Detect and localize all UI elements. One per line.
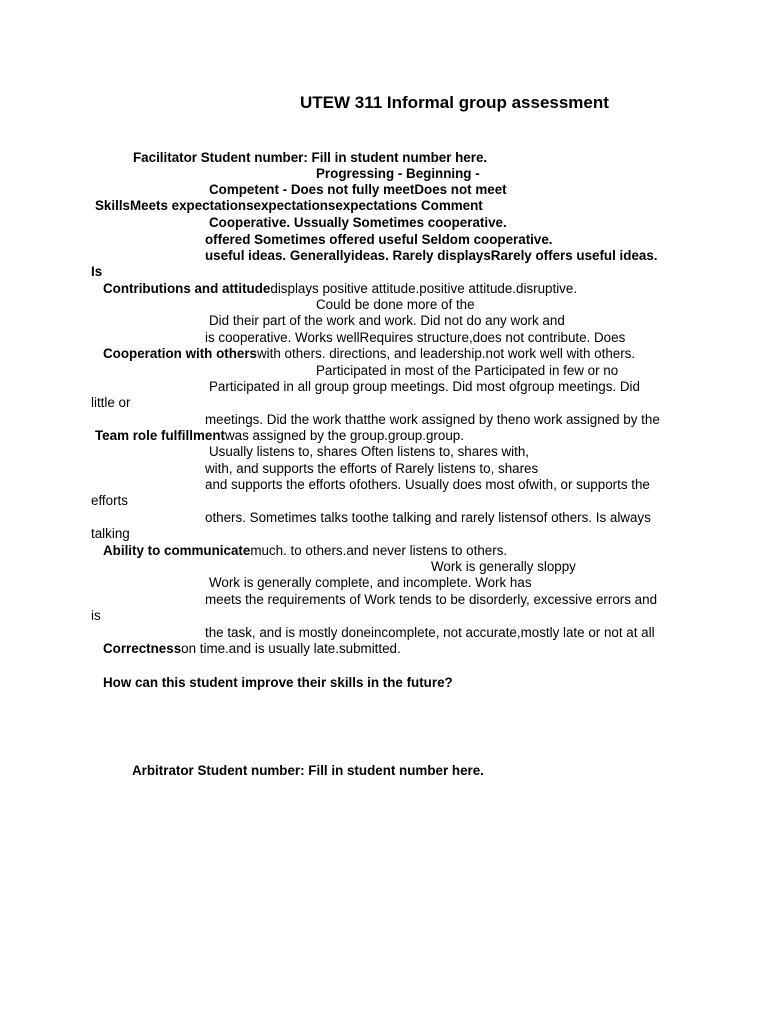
- header-offered: offered Sometimes offered useful Seldom cooperative.: [205, 232, 553, 247]
- row-text-communicate: much. to others.and never listens to others.: [250, 543, 508, 558]
- row-label-communicate: Ability to communicate: [103, 543, 251, 558]
- row-label-contributions: Contributions and attitude: [103, 281, 271, 296]
- document-title: UTEW 311 Informal group assessment: [300, 93, 609, 112]
- row-contributions: [103, 281, 577, 297]
- text-line: Did their part of the work and work. Did not do any work and: [209, 313, 565, 328]
- header-is: Is: [91, 264, 103, 279]
- row-communicate: [103, 543, 507, 559]
- row-label-correctness: Correctness: [103, 641, 182, 656]
- improvement-question: How can this student improve their skills in the future?: [103, 675, 453, 690]
- text-line: Work is generally complete, and incomplete. Work has: [209, 575, 532, 590]
- text-line: Participated in all group group meetings. Did most ofgroup meetings. Did: [209, 379, 640, 394]
- text-line: the task, and is mostly doneincomplete, not accurate,mostly late or not at all: [205, 625, 655, 640]
- row-label-cooperation: Cooperation with others: [103, 346, 257, 361]
- text-line: others. Sometimes talks toothe talking and rarely listensof others. Is always: [205, 510, 651, 525]
- header-useful-ideas: useful ideas. Generallyideas. Rarely displaysRarely offers useful ideas.: [205, 248, 658, 263]
- text-line: Usually listens to, shares Often listens to, shares with,: [209, 444, 530, 459]
- row-label-team-role: Team role fulfillment: [95, 428, 225, 443]
- facilitator-line: Facilitator Student number: Fill in student number here.: [133, 150, 488, 165]
- text-line: is: [91, 608, 101, 623]
- text-line: Participated in most of the Participated in few or no: [316, 363, 619, 378]
- arbitrator-line: Arbitrator Student number: Fill in student number here.: [132, 763, 484, 778]
- text-line: Could be done more of the: [316, 297, 475, 312]
- row-text-contributions: displays positive attitude.positive attitude.disruptive.: [270, 281, 578, 296]
- header-competent: Competent - Does not fully meetDoes not meet: [209, 182, 507, 197]
- text-line: meetings. Did the work thatthe work assigned by theno work assigned by the: [205, 412, 660, 427]
- text-line: with, and supports the efforts of Rarely listens to, shares: [205, 461, 539, 476]
- text-line: efforts: [91, 493, 128, 508]
- text-line: meets the requirements of Work tends to be disorderly, excessive errors and: [205, 592, 658, 607]
- text-line: talking: [91, 526, 130, 541]
- row-cooperation: [103, 346, 635, 362]
- text-line: Work is generally sloppy: [431, 559, 576, 574]
- row-text-cooperation: with others. directions, and leadership.not work well with others.: [257, 346, 636, 361]
- header-progressing: Progressing - Beginning -: [316, 166, 480, 181]
- row-text-correctness: on time.and is usually late.submitted.: [181, 641, 401, 656]
- header-skills: SkillsMeets expectationsexpectationsexpectations Comment: [95, 198, 483, 213]
- header-cooperative: Cooperative. Ussually Sometimes cooperative.: [209, 215, 507, 230]
- text-line: and supports the efforts ofothers. Usually does most ofwith, or supports the: [205, 477, 650, 492]
- text-line: little or: [91, 395, 131, 410]
- row-team-role: [95, 428, 464, 444]
- text-line: is cooperative. Works wellRequires structure,does not contribute. Does: [205, 330, 626, 345]
- row-text-team-role: was assigned by the group.group.group.: [224, 428, 464, 443]
- row-correctness: [103, 641, 401, 657]
